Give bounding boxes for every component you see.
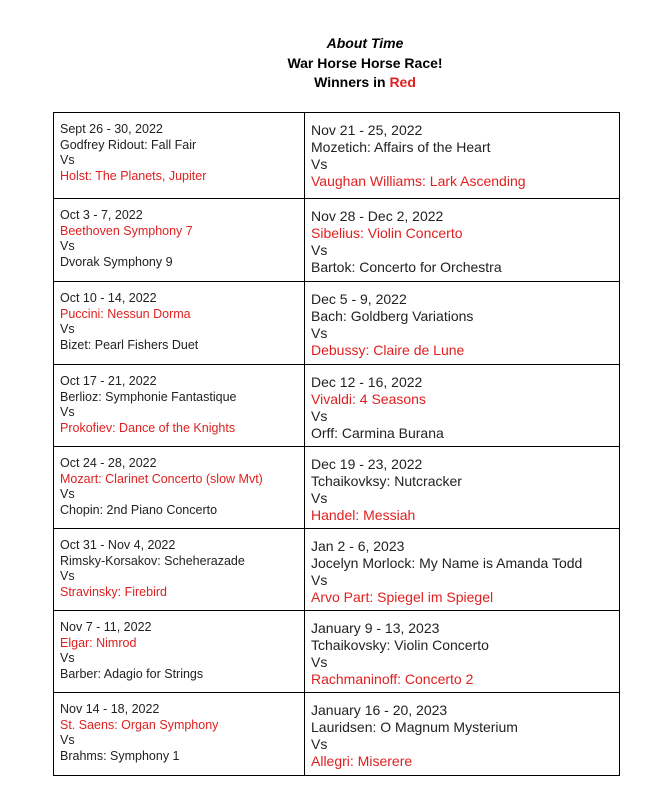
second-piece: Rachmaninoff: Concerto 2 (311, 671, 474, 687)
second-piece: Handel: Messiah (311, 507, 416, 523)
matchup-date: Dec 5 - 9, 2022 (311, 291, 407, 307)
matchup-row (54, 199, 620, 282)
matchup-block (54, 693, 304, 767)
matchup-cell-right (305, 365, 620, 447)
matchup-block (305, 282, 619, 359)
versus-label: Vs (60, 733, 75, 748)
matchup-cell-right (305, 199, 620, 282)
first-piece: Tchaikovksy: Nutcracker (311, 473, 462, 489)
matchup-cell-right (305, 282, 620, 365)
first-piece: Rimsky-Korsakov: Scheherazade (60, 553, 245, 568)
matchup-date: Jan 2 - 6, 2023 (311, 538, 405, 554)
versus-label: Vs (60, 153, 75, 168)
matchup-block (305, 529, 619, 606)
matchup-date: Oct 3 - 7, 2022 (60, 208, 143, 222)
first-piece: Elgar: Nimrod (60, 635, 137, 650)
matchup-date: Nov 14 - 18, 2022 (60, 702, 160, 716)
second-piece: Bizet: Pearl Fishers Duet (60, 337, 199, 352)
matchup-cell-left (54, 611, 305, 693)
matchup-row (54, 113, 620, 199)
second-piece: Brahms: Symphony 1 (60, 748, 180, 763)
second-piece: Allegri: Miserere (311, 753, 413, 769)
versus-label: Vs (311, 242, 328, 258)
versus-label: Vs (60, 487, 75, 502)
matchup-cell-left (54, 282, 305, 365)
matchup-row (54, 447, 620, 529)
first-piece: Jocelyn Morlock: My Name is Amanda Todd (311, 555, 583, 571)
matchup-cell-left (54, 693, 305, 776)
versus-label: Vs (60, 239, 75, 254)
versus-label: Vs (311, 736, 328, 752)
second-piece: Orff: Carmina Burana (311, 425, 444, 441)
matchup-block (305, 693, 619, 770)
matchup-block (305, 365, 619, 442)
matchup-row (54, 693, 620, 776)
matchup-block (305, 611, 619, 688)
matchup-date: Nov 28 - Dec 2, 2022 (311, 208, 444, 224)
second-piece: Prokofiev: Dance of the Knights (60, 420, 236, 435)
second-piece: Stravinsky: Firebird (60, 584, 167, 599)
versus-label: Vs (60, 651, 75, 666)
second-piece: Dvorak Symphony 9 (60, 254, 173, 269)
versus-label: Vs (311, 408, 328, 424)
legend-prefix: Winners in (314, 74, 390, 90)
first-piece: Lauridsen: O Magnum Mysterium (311, 719, 518, 735)
versus-label: Vs (311, 654, 328, 670)
first-piece: Sibelius: Violin Concerto (311, 225, 463, 241)
versus-label: Vs (311, 325, 328, 341)
page-title: About Time (326, 35, 404, 51)
matchup-block (54, 365, 304, 439)
second-piece: Arvo Part: Spiegel im Spiegel (311, 589, 494, 605)
matchup-block (54, 447, 304, 521)
first-piece: Bach: Goldberg Variations (311, 308, 474, 324)
matchup-cell-left (54, 529, 305, 611)
matchup-date: Dec 12 - 16, 2022 (311, 374, 423, 390)
first-piece: Mozart: Clarinet Concerto (slow Mvt) (60, 471, 263, 486)
second-piece: Debussy: Claire de Lune (311, 342, 465, 358)
matchup-block (305, 113, 619, 190)
page-subtitle: War Horse Horse Race! (287, 54, 443, 71)
second-piece: Chopin: 2nd Piano Concerto (60, 502, 218, 517)
matchup-cell-left (54, 365, 305, 447)
matchup-date: Sept 26 - 30, 2022 (60, 122, 163, 136)
matchup-date: Oct 10 - 14, 2022 (60, 291, 157, 305)
matchup-cell-right (305, 447, 620, 529)
matchup-block (54, 282, 304, 356)
matchup-table (53, 112, 620, 776)
matchup-cell-right (305, 113, 620, 199)
matchup-row (54, 611, 620, 693)
versus-label: Vs (60, 569, 75, 584)
matchup-table-body (54, 113, 620, 776)
matchup-cell-right (305, 611, 620, 693)
first-piece: Puccini: Nessun Dorma (60, 306, 191, 321)
versus-label: Vs (311, 572, 328, 588)
matchup-date: Nov 21 - 25, 2022 (311, 122, 423, 138)
second-piece: Vaughan Williams: Lark Ascending (311, 173, 526, 189)
matchup-cell-left (54, 113, 305, 199)
matchup-block (305, 447, 619, 524)
matchup-row (54, 365, 620, 447)
first-piece: Beethoven Symphony 7 (60, 223, 193, 238)
matchup-row (54, 529, 620, 611)
page-header (0, 34, 664, 93)
matchup-date: Oct 31 - Nov 4, 2022 (60, 538, 176, 552)
matchup-date: January 9 - 13, 2023 (311, 620, 440, 636)
first-piece: St. Saens: Organ Symphony (60, 717, 219, 732)
versus-label: Vs (60, 322, 75, 337)
matchup-block (54, 529, 304, 603)
matchup-block (305, 199, 619, 276)
first-piece: Tchaikovsky: Violin Concerto (311, 637, 489, 653)
first-piece: Berlioz: Symphonie Fantastique (60, 389, 237, 404)
matchup-date: Oct 17 - 21, 2022 (60, 374, 157, 388)
matchup-date: January 16 - 20, 2023 (311, 702, 448, 718)
second-piece: Bartok: Concerto for Orchestra (311, 259, 502, 275)
versus-label: Vs (60, 405, 75, 420)
second-piece: Barber: Adagio for Strings (60, 666, 204, 681)
second-piece: Holst: The Planets, Jupiter (60, 168, 207, 183)
first-piece: Godfrey Ridout: Fall Fair (60, 137, 197, 152)
legend-winner-word: Red (389, 74, 416, 90)
versus-label: Vs (311, 490, 328, 506)
legend-line (0, 73, 664, 93)
versus-label: Vs (311, 156, 328, 172)
matchup-cell-right (305, 693, 620, 776)
matchup-block (54, 611, 304, 685)
matchup-cell-left (54, 199, 305, 282)
matchup-date: Nov 7 - 11, 2022 (60, 620, 152, 634)
matchup-date: Oct 24 - 28, 2022 (60, 456, 157, 470)
matchup-row (54, 282, 620, 365)
matchup-block (54, 113, 304, 187)
first-piece: Mozetich: Affairs of the Heart (311, 139, 491, 155)
matchup-date: Dec 19 - 23, 2022 (311, 456, 423, 472)
first-piece: Vivaldi: 4 Seasons (311, 391, 426, 407)
matchup-block (54, 199, 304, 273)
matchup-cell-left (54, 447, 305, 529)
matchup-cell-right (305, 529, 620, 611)
